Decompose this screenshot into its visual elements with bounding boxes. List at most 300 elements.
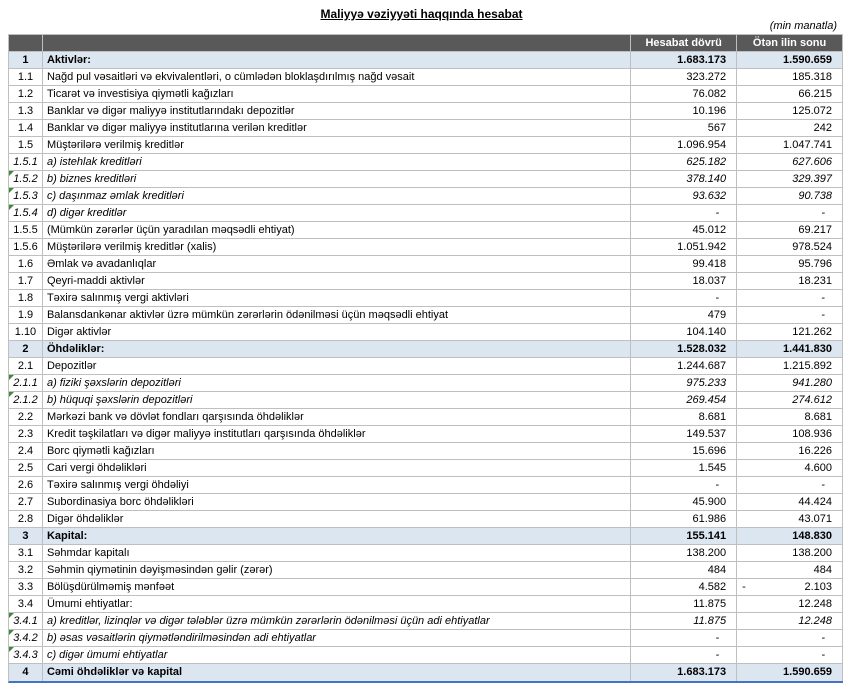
value-previous-year xyxy=(737,613,843,630)
row-number xyxy=(9,647,43,664)
value-current-period-text: 93.632 xyxy=(692,190,727,202)
value-current-period-text: 1.683.173 xyxy=(677,54,727,66)
value-previous-year-text: 185.318 xyxy=(792,71,832,83)
page-title: Maliyyə vəziyyəti haqqında hesabat xyxy=(320,7,523,21)
header-cell-previous-year xyxy=(737,35,843,52)
table-row xyxy=(9,205,843,222)
row-label xyxy=(43,52,631,69)
value-current-period-text: 45.900 xyxy=(692,496,727,508)
value-current-period-text: 149.537 xyxy=(686,428,727,440)
value-previous-year xyxy=(737,562,843,579)
row-number xyxy=(9,69,43,86)
value-previous-year xyxy=(737,494,843,511)
value-previous-year xyxy=(737,239,843,256)
unit-note: (min manatla) xyxy=(769,20,837,32)
value-current-period-text: - xyxy=(715,649,720,661)
value-current-period-text: 1.545 xyxy=(698,462,727,474)
row-number-text: 3.2 xyxy=(17,564,34,576)
value-previous-year-text: 148.830 xyxy=(792,530,832,542)
row-label-text: Təxirə salınmış vergi aktivləri xyxy=(46,292,189,304)
header-cell-description xyxy=(43,35,631,52)
row-number xyxy=(9,664,43,681)
row-label xyxy=(43,341,631,358)
row-number-text: 1.5 xyxy=(17,139,34,151)
value-current-period xyxy=(631,460,737,477)
value-current-period-text: 18.037 xyxy=(692,275,727,287)
row-label-text: Əmlak və avadanlıqlar xyxy=(46,258,157,270)
row-label xyxy=(43,664,631,681)
row-label-text: Səhmin qiymətinin dəyişməsindən gəlir (zərər) xyxy=(46,564,273,576)
row-number xyxy=(9,307,43,324)
value-current-period-text: - xyxy=(715,207,720,219)
value-current-period-text: 1.683.173 xyxy=(677,666,727,678)
value-previous-year xyxy=(737,154,843,171)
row-label xyxy=(43,647,631,664)
value-current-period-text: - xyxy=(715,479,720,491)
table-row xyxy=(9,630,843,647)
value-previous-year xyxy=(737,52,843,69)
header-period-label: Hesabat dövrü xyxy=(645,37,722,49)
value-current-period xyxy=(631,613,737,630)
value-previous-year-text: 274.612 xyxy=(792,394,832,406)
value-current-period xyxy=(631,477,737,494)
row-number xyxy=(9,358,43,375)
value-current-period-text: 10.196 xyxy=(692,105,727,117)
row-number xyxy=(9,494,43,511)
value-previous-year-text: - xyxy=(821,292,825,304)
table-row xyxy=(9,613,843,630)
row-label xyxy=(43,460,631,477)
row-number xyxy=(9,545,43,562)
value-current-period-text: 1.051.942 xyxy=(677,241,727,253)
row-number xyxy=(9,52,43,69)
table-row xyxy=(9,222,843,239)
value-previous-year xyxy=(737,188,843,205)
row-number-text: 1.3 xyxy=(17,105,34,117)
value-previous-year xyxy=(737,103,843,120)
row-label-text: Ümumi ehtiyatlar: xyxy=(46,598,133,610)
row-number xyxy=(9,171,43,188)
table-row xyxy=(9,528,843,545)
value-previous-year-text: 12.248 xyxy=(798,598,832,610)
value-previous-year xyxy=(737,477,843,494)
value-current-period xyxy=(631,137,737,154)
row-label xyxy=(43,137,631,154)
value-current-period xyxy=(631,426,737,443)
table-row xyxy=(9,511,843,528)
row-number xyxy=(9,562,43,579)
row-number xyxy=(9,375,43,392)
row-label xyxy=(43,528,631,545)
value-current-period xyxy=(631,579,737,596)
value-previous-year-text: 8.681 xyxy=(804,411,832,423)
table-row xyxy=(9,392,843,409)
row-number xyxy=(9,613,43,630)
table-row xyxy=(9,664,843,681)
row-number xyxy=(9,137,43,154)
value-previous-year-text: 69.217 xyxy=(798,224,832,236)
value-current-period xyxy=(631,120,737,137)
row-label-text: (Mümkün zərərlər üçün yaradılan məqsədli ehtiyat) xyxy=(46,224,295,236)
row-number xyxy=(9,460,43,477)
table-row xyxy=(9,562,843,579)
header-previous-year-label: Ötən ilin sonu xyxy=(752,37,827,49)
cell-error-indicator-icon xyxy=(9,188,14,193)
value-previous-year xyxy=(737,375,843,392)
row-label xyxy=(43,511,631,528)
row-label xyxy=(43,205,631,222)
row-number xyxy=(9,120,43,137)
row-label-text: Digər öhdəliklər xyxy=(46,513,124,525)
value-current-period xyxy=(631,69,737,86)
table-row xyxy=(9,358,843,375)
value-previous-year xyxy=(737,120,843,137)
row-number-text: 4 xyxy=(22,666,29,678)
value-current-period xyxy=(631,341,737,358)
value-previous-year xyxy=(737,392,843,409)
value-previous-year-text: 329.397 xyxy=(792,173,832,185)
row-label-text: Aktivlər: xyxy=(46,54,91,66)
row-label-text: Depozitlər xyxy=(46,360,97,372)
row-label-text: Müştərilərə verilmiş kreditlər (xalis) xyxy=(46,241,217,253)
value-current-period xyxy=(631,205,737,222)
table-row xyxy=(9,494,843,511)
value-current-period xyxy=(631,239,737,256)
row-label xyxy=(43,358,631,375)
value-previous-year xyxy=(737,511,843,528)
row-label xyxy=(43,239,631,256)
value-previous-year-text: 12.248 xyxy=(798,615,832,627)
row-label xyxy=(43,477,631,494)
header-cell-period xyxy=(631,35,737,52)
value-current-period-text: 4.582 xyxy=(698,581,727,593)
row-number-text: 3.4.2 xyxy=(13,632,38,644)
row-number-text: 1.6 xyxy=(17,258,34,270)
row-number xyxy=(9,256,43,273)
row-number-text: 3.1 xyxy=(17,547,34,559)
row-number xyxy=(9,511,43,528)
value-current-period xyxy=(631,545,737,562)
table-row xyxy=(9,477,843,494)
value-previous-year xyxy=(737,426,843,443)
value-current-period-text: 323.272 xyxy=(686,71,727,83)
row-number-text: 1.1 xyxy=(17,71,34,83)
row-number-text: 1.2 xyxy=(17,88,34,100)
value-previous-year xyxy=(737,171,843,188)
value-previous-year-text: 1.215.892 xyxy=(783,360,832,372)
row-number xyxy=(9,443,43,460)
row-number-text: 3 xyxy=(22,530,29,542)
value-current-period xyxy=(631,664,737,681)
row-label-text: Kapital: xyxy=(46,530,88,542)
value-previous-year xyxy=(737,647,843,664)
value-previous-year xyxy=(737,443,843,460)
value-current-period-text: 15.696 xyxy=(692,445,727,457)
row-number-text: 2.3 xyxy=(17,428,34,440)
value-current-period xyxy=(631,103,737,120)
row-label xyxy=(43,613,631,630)
table-row xyxy=(9,545,843,562)
row-label xyxy=(43,375,631,392)
value-current-period-text: 479 xyxy=(707,309,727,321)
row-label-text: c) daşınmaz əmlak kreditləri xyxy=(46,190,184,202)
value-previous-year xyxy=(737,324,843,341)
value-current-period-text: 155.141 xyxy=(686,530,727,542)
value-current-period xyxy=(631,188,737,205)
row-label xyxy=(43,86,631,103)
table-row xyxy=(9,137,843,154)
table-row xyxy=(9,307,843,324)
value-current-period-text: 104.140 xyxy=(686,326,727,338)
value-current-period-text: - xyxy=(715,292,720,304)
value-previous-year xyxy=(737,86,843,103)
row-label-text: Səhmdar kapitalı xyxy=(46,547,130,559)
row-number-text: 3.3 xyxy=(17,581,34,593)
row-number-text: 1.8 xyxy=(17,292,34,304)
row-number-text: 2.1.1 xyxy=(13,377,38,389)
cell-error-indicator-icon xyxy=(9,613,14,618)
value-previous-year xyxy=(737,205,843,222)
row-label-text: Subordinasiya borc öhdəlikləri xyxy=(46,496,194,508)
row-number-text: 1.5.4 xyxy=(13,207,38,219)
value-previous-year-text: 1.047.741 xyxy=(783,139,832,151)
value-previous-year-text: 242 xyxy=(813,122,832,134)
value-current-period-text: 269.454 xyxy=(686,394,727,406)
value-current-period-text: 61.986 xyxy=(692,513,727,525)
table-row xyxy=(9,69,843,86)
value-current-period-text: 11.875 xyxy=(693,615,727,627)
value-previous-year-text: 1.590.659 xyxy=(783,666,832,678)
value-previous-year-text: 2.103 xyxy=(804,581,832,593)
row-number-text: 1.5.6 xyxy=(13,241,38,253)
value-previous-year xyxy=(737,358,843,375)
value-previous-year xyxy=(737,630,843,647)
row-label xyxy=(43,154,631,171)
value-current-period-text: 99.418 xyxy=(692,258,727,270)
value-previous-year-text: 941.280 xyxy=(792,377,832,389)
value-previous-year xyxy=(737,69,843,86)
table-row xyxy=(9,171,843,188)
value-previous-year xyxy=(737,307,843,324)
value-current-period-text: 45.012 xyxy=(692,224,727,236)
value-previous-year-text: 95.796 xyxy=(798,258,832,270)
row-number-text: 2.1 xyxy=(17,360,34,372)
value-previous-year-text: 1.441.830 xyxy=(783,343,832,355)
value-current-period xyxy=(631,494,737,511)
value-current-period xyxy=(631,86,737,103)
value-current-period xyxy=(631,409,737,426)
table-row xyxy=(9,120,843,137)
value-current-period xyxy=(631,52,737,69)
value-current-period-text: 484 xyxy=(707,564,727,576)
table-row xyxy=(9,375,843,392)
value-previous-year xyxy=(737,528,843,545)
value-current-period xyxy=(631,154,737,171)
table-row xyxy=(9,188,843,205)
value-previous-year xyxy=(737,409,843,426)
row-number-text: 2.2 xyxy=(17,411,34,423)
header-cell-number xyxy=(9,35,43,52)
row-label xyxy=(43,443,631,460)
row-label-text: a) kreditlər, lizinqlər və digər tələblər üzrə mümkün zərərlərin ödənilməsi üçün adi ehtiyatlar xyxy=(46,615,490,627)
value-current-period-text: 76.082 xyxy=(692,88,727,100)
value-current-period xyxy=(631,290,737,307)
row-number-text: 1.4 xyxy=(17,122,34,134)
value-current-period-text: 975.233 xyxy=(686,377,727,389)
row-number-text: 3.4.1 xyxy=(13,615,38,627)
value-previous-year-text: - xyxy=(821,479,825,491)
row-label-text: a) istehlak kreditləri xyxy=(46,156,142,168)
row-number xyxy=(9,528,43,545)
value-previous-year-text: 1.590.659 xyxy=(783,54,832,66)
value-previous-year-text: - xyxy=(821,649,825,661)
row-number-text: 3.4 xyxy=(17,598,34,610)
value-previous-year xyxy=(737,222,843,239)
row-label xyxy=(43,562,631,579)
value-current-period xyxy=(631,171,737,188)
row-label-text: Banklar və digər maliyyə institutlarındakı depozitlər xyxy=(46,105,295,117)
value-current-period xyxy=(631,392,737,409)
row-label xyxy=(43,273,631,290)
row-number xyxy=(9,273,43,290)
row-label xyxy=(43,256,631,273)
row-number xyxy=(9,477,43,494)
value-previous-year-text: 978.524 xyxy=(792,241,832,253)
table-row xyxy=(9,579,843,596)
row-label xyxy=(43,69,631,86)
value-previous-year-text: 90.738 xyxy=(798,190,832,202)
row-number xyxy=(9,426,43,443)
row-label xyxy=(43,494,631,511)
table-row xyxy=(9,154,843,171)
row-label-text: Qeyri-maddi aktivlər xyxy=(46,275,145,287)
table-row xyxy=(9,596,843,613)
table-row xyxy=(9,426,843,443)
row-number xyxy=(9,324,43,341)
row-label xyxy=(43,409,631,426)
value-current-period-text: 1.096.954 xyxy=(677,139,727,151)
table-row xyxy=(9,290,843,307)
row-number xyxy=(9,392,43,409)
row-label xyxy=(43,188,631,205)
row-label-text: Öhdəliklər: xyxy=(46,343,105,355)
value-current-period xyxy=(631,222,737,239)
value-previous-year-text: 138.200 xyxy=(792,547,832,559)
row-number-text: 1.9 xyxy=(17,309,34,321)
value-previous-year xyxy=(737,596,843,613)
value-previous-year-text: - xyxy=(821,632,825,644)
value-previous-year xyxy=(737,341,843,358)
value-previous-year-text: 484 xyxy=(813,564,832,576)
row-number xyxy=(9,596,43,613)
table-row xyxy=(9,409,843,426)
row-label-text: b) əsas vəsaitlərin qiymətləndirilməsindən adi ehtiyatlar xyxy=(46,632,316,644)
table-row xyxy=(9,443,843,460)
row-number-text: 2.1.2 xyxy=(13,394,38,406)
row-label xyxy=(43,290,631,307)
row-label-text: Balansdankənar aktivlər üzrə mümkün zərərlərin ödənilməsi üçün məqsədli ehtiyat xyxy=(46,309,449,321)
row-number-text: 1 xyxy=(22,54,29,66)
row-number xyxy=(9,103,43,120)
row-number xyxy=(9,630,43,647)
value-current-period-text: 625.182 xyxy=(686,156,727,168)
value-current-period-text: 1.244.687 xyxy=(677,360,727,372)
row-number xyxy=(9,239,43,256)
table-row xyxy=(9,647,843,664)
row-number xyxy=(9,579,43,596)
value-previous-year-text: 44.424 xyxy=(798,496,832,508)
row-label xyxy=(43,392,631,409)
cell-error-indicator-icon xyxy=(9,205,14,210)
value-previous-year xyxy=(737,579,843,596)
table-row xyxy=(9,256,843,273)
row-number-text: 2.6 xyxy=(17,479,34,491)
row-label-text: Digər aktivlər xyxy=(46,326,112,338)
row-label-text: c) digər ümumi ehtiyatlar xyxy=(46,649,168,661)
row-label xyxy=(43,426,631,443)
row-number-text: 1.5.5 xyxy=(13,224,38,236)
value-previous-year-text: 18.231 xyxy=(798,275,832,287)
row-number xyxy=(9,222,43,239)
row-number-text: 1.5.2 xyxy=(13,173,38,185)
row-label xyxy=(43,103,631,120)
row-label-text: Mərkəzi bank və dövlət fondları qarşısında öhdəliklər xyxy=(46,411,304,423)
value-previous-year-text: 121.262 xyxy=(792,326,832,338)
row-number xyxy=(9,409,43,426)
row-number xyxy=(9,205,43,222)
value-previous-year-text: 66.215 xyxy=(798,88,832,100)
value-current-period-text: 138.200 xyxy=(686,547,727,559)
row-number-text: 2.7 xyxy=(17,496,34,508)
value-previous-year-text: - xyxy=(821,207,825,219)
row-number-text: 3.4.3 xyxy=(13,649,38,661)
table-row xyxy=(9,324,843,341)
value-current-period xyxy=(631,256,737,273)
value-current-period xyxy=(631,511,737,528)
row-number xyxy=(9,154,43,171)
value-previous-year-text: 4.600 xyxy=(804,462,832,474)
cell-error-indicator-icon xyxy=(9,630,14,635)
row-label-text: Nağd pul vəsaitləri və ekvivalentləri, o cümlədən bloklaşdırılmış nağd vəsait xyxy=(46,71,415,83)
row-label-text: a) fiziki şəxslərin depozitləri xyxy=(46,377,181,389)
table-header-row xyxy=(9,35,843,52)
value-previous-year-text: 627.606 xyxy=(792,156,832,168)
row-label xyxy=(43,630,631,647)
table-row xyxy=(9,86,843,103)
row-label xyxy=(43,324,631,341)
value-current-period xyxy=(631,630,737,647)
negative-sign: - xyxy=(742,581,746,593)
value-previous-year xyxy=(737,137,843,154)
row-label-text: Bölüşdürülməmiş mənfəət xyxy=(46,581,175,593)
row-number-text: 1.10 xyxy=(14,326,37,338)
value-current-period-text: 11.875 xyxy=(693,598,727,610)
row-number xyxy=(9,188,43,205)
report-table xyxy=(8,34,843,683)
value-current-period-text: 567 xyxy=(707,122,727,134)
value-previous-year xyxy=(737,290,843,307)
value-previous-year xyxy=(737,664,843,681)
value-current-period-text: 378.140 xyxy=(686,173,727,185)
row-label xyxy=(43,596,631,613)
row-label-text: Banklar və digər maliyyə institutlarına verilən kreditlər xyxy=(46,122,307,134)
row-number-text: 1.5.3 xyxy=(13,190,38,202)
value-previous-year-text: 125.072 xyxy=(792,105,832,117)
row-label-text: Cari vergi öhdəlikləri xyxy=(46,462,147,474)
value-current-period xyxy=(631,443,737,460)
row-label-text: Borc qiymətli kağızları xyxy=(46,445,155,457)
row-label-text: Cəmi öhdəliklər və kapital xyxy=(46,666,183,678)
